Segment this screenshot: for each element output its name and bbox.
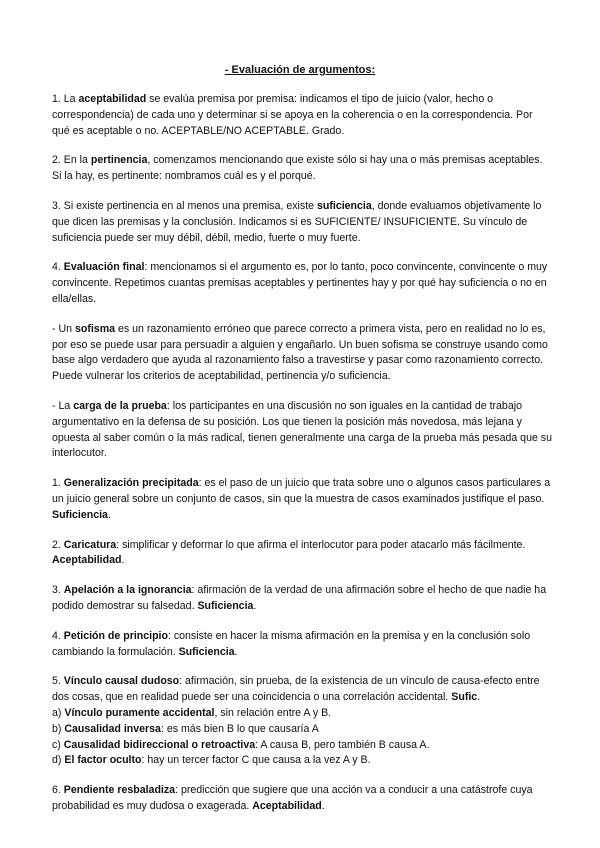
- paragraph: [52, 476, 552, 523]
- text-run: : es más bien B lo que causaría A: [160, 722, 319, 735]
- text-run: : simplificar y deformar lo que afirma el interlocutor para poder atacarlo más fácilmente.: [116, 538, 526, 551]
- text-run: 5.: [52, 675, 64, 688]
- text-run: 3. Si existe pertinencia en al menos una premisa, existe: [52, 199, 317, 212]
- text-run: 1.: [52, 477, 64, 490]
- bold-term: Aceptabilidad: [252, 799, 322, 812]
- page-title: - Evaluación de argumentos:: [224, 64, 376, 76]
- paragraph: [52, 783, 552, 815]
- bold-term: aceptabilidad: [78, 93, 147, 105]
- text-run: .: [121, 554, 125, 567]
- bold-term: sofisma: [74, 322, 116, 335]
- text-run: 2. En la: [52, 154, 91, 167]
- paragraph: [52, 92, 552, 139]
- bold-term: Generalización precipitada: [63, 477, 199, 490]
- bold-term: Apelación a la ignorancia: [63, 584, 192, 597]
- paragraph: [52, 153, 552, 185]
- text-run: a): [52, 706, 65, 719]
- text-run: - La: [52, 399, 74, 412]
- text-run: 4.: [52, 261, 64, 274]
- bold-term: suficiencia: [316, 199, 372, 212]
- text-run: .: [107, 508, 111, 521]
- paragraph: [52, 674, 552, 769]
- paragraph: [52, 583, 552, 615]
- paragraph: [52, 199, 552, 246]
- bold-term: Causalidad inversa: [64, 722, 161, 735]
- bold-term: pertinencia: [90, 154, 148, 167]
- paragraph: [52, 629, 552, 661]
- text-run: 1. La: [52, 93, 79, 105]
- bold-term: Suficiencia: [178, 645, 235, 658]
- text-run: c): [52, 738, 64, 751]
- text-run: - Un: [52, 322, 75, 335]
- text-run: 4.: [52, 629, 64, 642]
- text-run: : A causa B, pero también B causa A.: [255, 738, 430, 751]
- paragraph: [52, 399, 552, 462]
- bold-term: Causalidad bidireccional o retroactiva: [63, 738, 256, 751]
- bold-term: Vínculo puramente accidental: [64, 706, 215, 719]
- bold-term: carga de la prueba: [73, 399, 167, 412]
- text-run: es un razonamiento erróneo que parece correcto a primera vista, pero en realidad no lo es, por eso se puede usar para persuadir a alguien y engañarlo. Un buen sofisma se construye usando como base algo verdadero que ayuda al razonamiento falso a travestirse y pasar como razonamiento correcto. Puede vulnerar los criterios de aceptabilidad, pertinencia y/o suficiencia.: [52, 322, 548, 383]
- text-run: 2.: [52, 538, 64, 551]
- paragraph: [52, 538, 552, 570]
- text-run: : afirmación de la verdad de una afirmación sobre el hecho de que nadie ha podido demostrar su falsedad.: [52, 584, 547, 612]
- text-run: , donde evaluamos objetivamente lo que dicen las premisas y la conclusión. Indicamos si es SUFICIENTE/ INSUFICIENTE. Su vínculo de suficiencia puede ser muy débil, débil, medio, fuerte o muy fuerte.: [52, 199, 542, 244]
- bold-term: Suficiencia: [52, 508, 108, 521]
- list-item: [52, 722, 552, 738]
- bold-term: Aceptabilidad: [52, 554, 122, 567]
- bold-term: Suficiencia: [197, 599, 254, 612]
- text-run: 3.: [52, 584, 64, 597]
- bold-term: Evaluación final: [63, 261, 145, 274]
- text-run: se evalúa premisa por premisa: indicamos el tipo de juicio (valor, hecho o correspondencia) de cada uno y determinar si se apoya en la coherencia o en la correspondencia. Por qué es aceptable o no. ACEPTABLE/NO ACEPTABLE. Grado.: [52, 93, 533, 137]
- text-run: : es el paso de un juicio que trata sobre uno o algunos casos particulares a un juicio general sobre un conjunto de casos, sin que la muestra de casos examinados justifique el paso.: [52, 477, 551, 505]
- bold-term: Petición de principio: [63, 629, 168, 642]
- text-run: : mencionamos si el argumento es, por lo tanto, poco convincente, convincente o muy convincente. Repetimos cuantas premisas aceptables y pertinentes hay y por qué hay suficiencia o no en ella/ellas.: [52, 261, 548, 305]
- text-run: : hay un tercer factor C que causa a la vez A y B.: [141, 754, 371, 767]
- text-run: , comenzamos mencionando que existe sólo si hay una o más premisas aceptables. Si la hay, es pertinente: nombramos cuál es y el porqué.: [52, 154, 543, 183]
- text-run: : los participantes en una discusión no son iguales en la cantidad de trabajo argumentativo en la defensa de su posición. Los que tienen la posición más novedosa, más lejana y opuesta al saber común o la más radical, tienen generalmente una carga de la prueba más pesada que su interlocutor.: [52, 399, 552, 460]
- bold-term: El factor oculto: [64, 754, 142, 767]
- text-run: d): [52, 754, 65, 767]
- text-run: .: [321, 799, 325, 812]
- bold-term: Vínculo causal dudoso: [63, 675, 180, 688]
- text-run: .: [253, 599, 257, 612]
- text-run: : afirmación, sin prueba, de la existencia de un vínculo de causa-efecto entre dos cosas, que en realidad puede ser una coincidencia o una correlación accidental.: [52, 675, 540, 704]
- text-run: , sin relación entre A y B.: [214, 706, 332, 719]
- text-run: : consiste en hacer la misma afirmación en la premisa y en la conclusión solo cambiando la formulación.: [52, 629, 531, 658]
- text-run: : predicción que sugiere que una acción va a conducir a una catástrofe cuya probabilidad es muy dudosa o exagerada.: [52, 784, 533, 812]
- list-item: [52, 738, 552, 754]
- list-item: [52, 753, 552, 769]
- list-item: [52, 706, 552, 722]
- bold-term: Sufic: [451, 691, 478, 704]
- text-run: .: [234, 645, 238, 658]
- text-run: .: [477, 691, 481, 704]
- bold-term: Caricatura: [63, 538, 117, 551]
- text-run: b): [52, 722, 65, 735]
- paragraph: [52, 260, 552, 307]
- bold-term: Pendiente resbaladiza: [63, 784, 176, 797]
- paragraph: [52, 322, 552, 385]
- document-body: [52, 92, 552, 829]
- text-run: 6.: [52, 784, 64, 797]
